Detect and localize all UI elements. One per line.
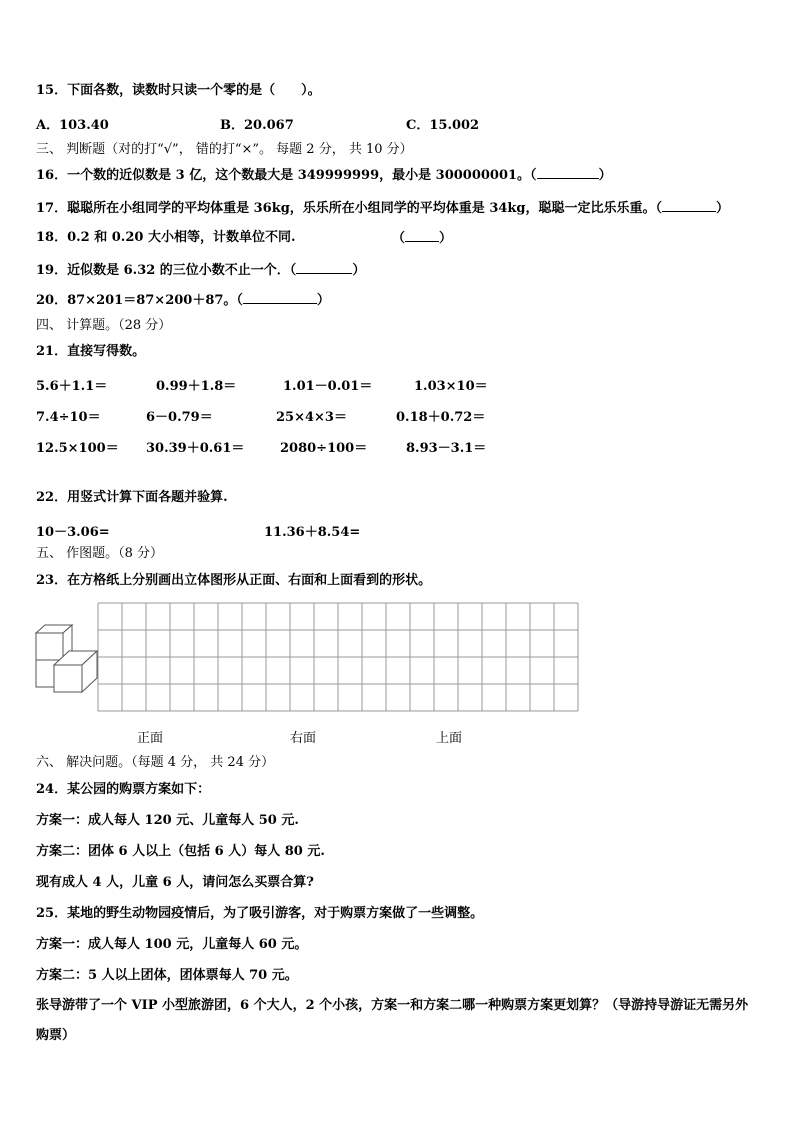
q19-text: 19．近似数是 6.32 的三位小数不止一个．（ [36, 263, 297, 278]
q15-option-b: B．20.067 [220, 118, 294, 133]
q21-item: 2080÷100＝ [280, 441, 368, 456]
q20-text: 20．87×201＝87×200＋87。（ [36, 293, 243, 308]
label-top-view: 上面 [436, 731, 463, 746]
q17-text: 17．聪聪所在小组同学的平均体重是 36kg，乐乐所在小组同学的平均体重是 34kg，聪聪一定比乐乐重。（ [36, 201, 663, 216]
q23-stem: 23．在方格纸上分别画出立体图形从正面、右面和上面看到的形状。 [36, 573, 432, 588]
q21-item: 7.4÷10＝ [36, 410, 101, 425]
grid-paper [98, 603, 578, 711]
q21-item: 8.93－3.1＝ [406, 441, 487, 456]
section-4-title: 四、 计算题。（28 分） [36, 318, 172, 333]
q24-question: 现有成人 4 人，儿童 6 人，请问怎么买票合算? [36, 875, 314, 890]
q24-stem: 24．某公园的购票方案如下： [36, 782, 211, 797]
q21-item: 0.18＋0.72＝ [396, 410, 486, 425]
q22-item: 11.36＋8.54= [264, 525, 361, 540]
q21-stem: 21．直接写得数。 [36, 344, 146, 359]
section-6-title: 六、 解决问题。（每题 4 分， 共 24 分） [36, 755, 275, 770]
q21-item: 25×4×3＝ [276, 410, 347, 425]
q21-item: 6－0.79＝ [146, 410, 213, 425]
q16-end: ） [598, 168, 612, 183]
q17-end: ） [716, 201, 730, 216]
q15-option-c: C．15.002 [406, 118, 480, 133]
q24-plan2: 方案二：团体 6 人以上（包括 6 人）每人 80 元. [36, 844, 325, 859]
q21-item: 1.01－0.01＝ [283, 379, 373, 394]
q16-text: 16．一个数的近似数是 3 亿，这个数最大是 349999999，最小是 300000001。（ [36, 168, 537, 183]
section-5-title: 五、 作图题。（8 分） [36, 546, 164, 561]
q24-plan1: 方案一：成人每人 120 元、儿童每人 50 元. [36, 813, 299, 828]
q25-plan1: 方案一：成人每人 100 元，儿童每人 60 元。 [36, 937, 308, 952]
cube-face [54, 665, 82, 692]
cube-stack-figure [36, 625, 97, 692]
q21-item: 0.99＋1.8＝ [156, 379, 237, 394]
q20-end: ） [316, 293, 330, 308]
q25-plan2: 方案二：5 人以上团体，团体票每人 70 元。 [36, 968, 298, 983]
q21-item: 1.03×10＝ [414, 379, 488, 394]
label-right-view: 右面 [290, 731, 317, 746]
q25-stem: 25．某地的野生动物园疫情后，为了吸引游客，对于购票方案做了一些调整。 [36, 906, 484, 921]
q18-text: 18．0.2 和 0.20 大小相等，计数单位不同. [36, 230, 296, 245]
q15-stem: 15．下面各数，读数时只读一个零的是（ ）。 [36, 83, 321, 98]
q18-open: （ [392, 231, 406, 246]
q18-end: ） [439, 231, 453, 246]
q21-item: 5.6＋1.1＝ [36, 379, 108, 394]
section-3-title: 三、 判断题（对的打“√”， 错的打“×”。 每题 2 分， 共 10 分） [36, 142, 413, 157]
q21-item: 12.5×100＝ [36, 441, 119, 456]
q22-item: 10－3.06= [36, 525, 110, 540]
q15-option-a: A．103.40 [36, 118, 109, 133]
q22-stem: 22．用竖式计算下面各题并验算. [36, 490, 228, 505]
q25-question: 张导游带了一个 VIP 小型旅游团，6 个大人，2 个小孩，方案一和方案二哪一种购票方案更划算？（导游持导游证无需另外购票） [36, 998, 749, 1043]
q21-item: 30.39＋0.61＝ [146, 441, 245, 456]
cube-face [36, 633, 63, 660]
label-front-view: 正面 [137, 731, 164, 746]
q19-end: ） [352, 263, 366, 278]
